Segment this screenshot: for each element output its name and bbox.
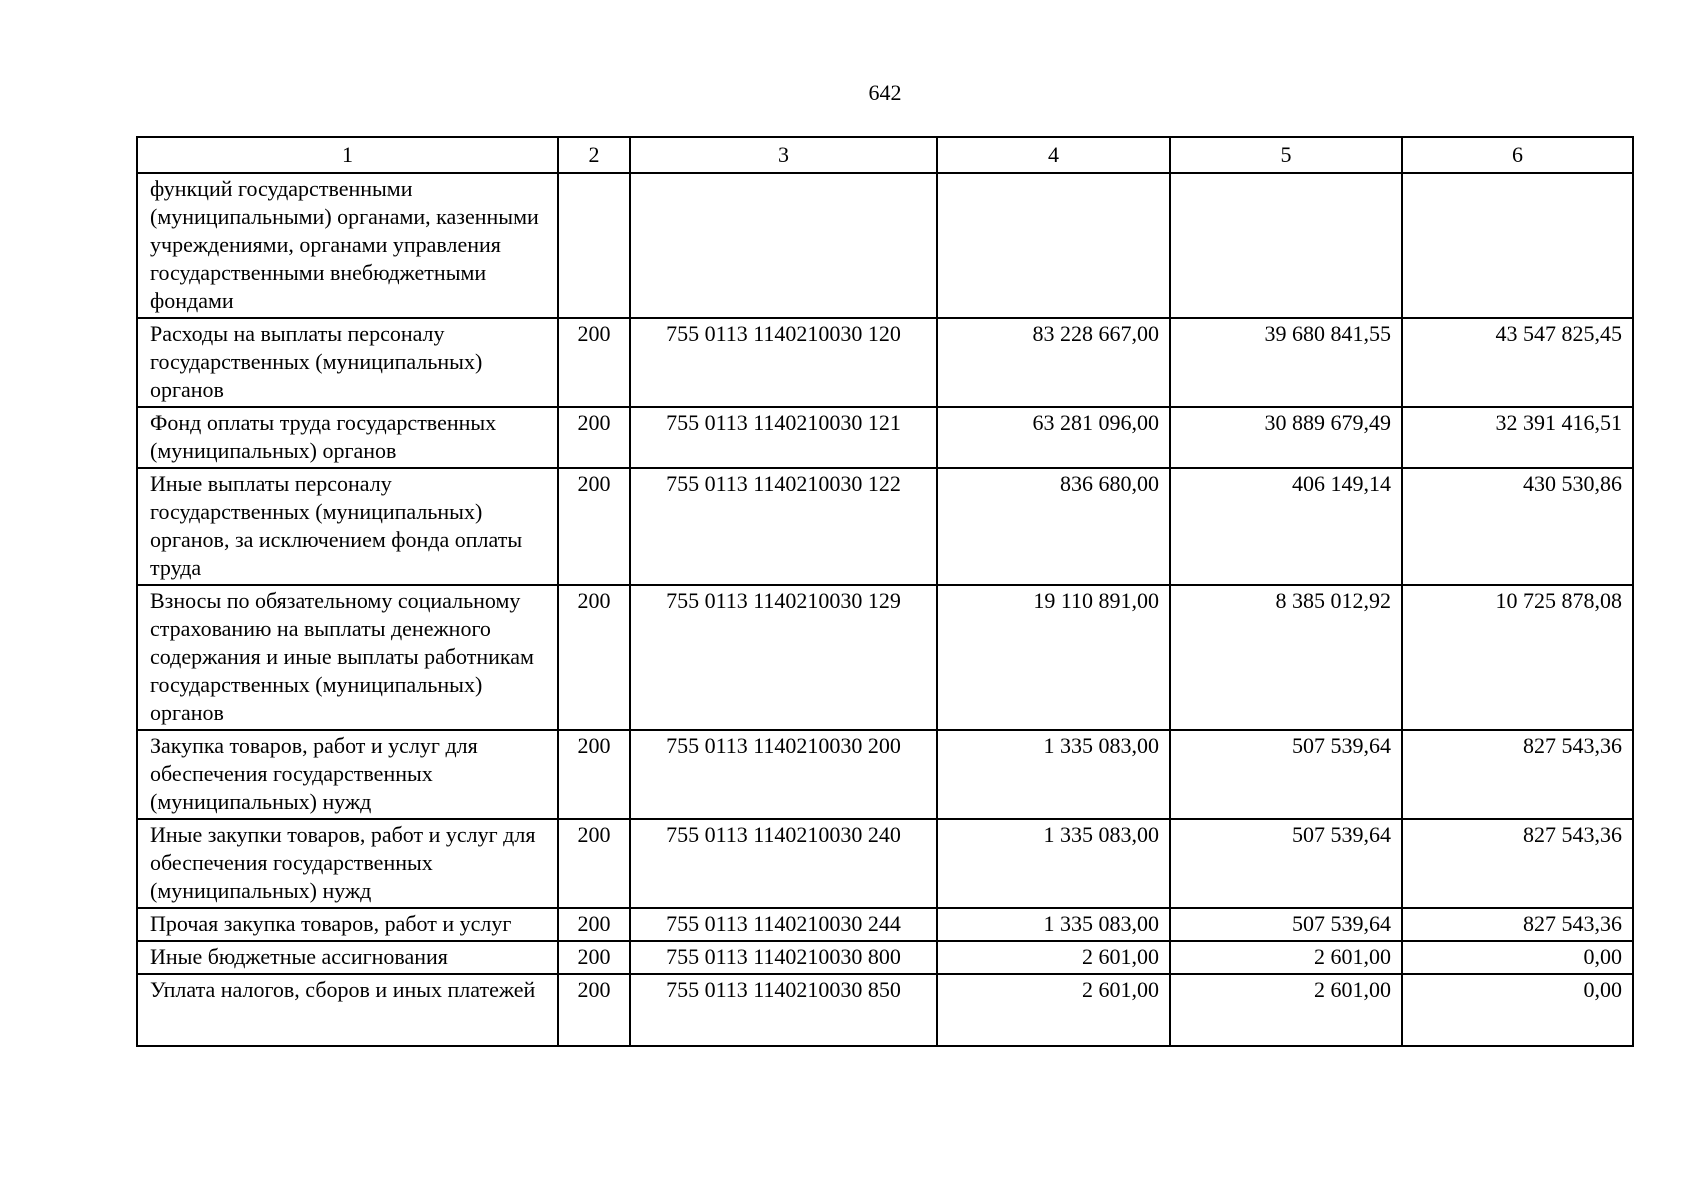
- row-name-cell: Уплата налогов, сборов и иных платежей: [137, 974, 558, 1046]
- row-code-cell: 200: [558, 730, 630, 819]
- row-budget-code-cell: 755 0113 1140210030 800: [630, 941, 937, 974]
- row-unexecuted-cell: 827 543,36: [1402, 730, 1633, 819]
- row-approved-cell: 83 228 667,00: [937, 318, 1170, 407]
- row-budget-code-cell: [630, 173, 937, 318]
- table-row: [137, 468, 1633, 585]
- row-approved-cell: [937, 173, 1170, 318]
- row-unexecuted-cell: [1402, 173, 1633, 318]
- row-name-cell: Фонд оплаты труда государственных (муниципальных) органов: [137, 407, 558, 468]
- table-row: [137, 173, 1633, 318]
- table-row: [137, 941, 1633, 974]
- row-budget-code-cell: 755 0113 1140210030 122: [630, 468, 937, 585]
- row-budget-code-cell: 755 0113 1140210030 120: [630, 318, 937, 407]
- column-header: 2: [558, 137, 630, 173]
- row-name-cell: Закупка товаров, работ и услуг для обеспечения государственных (муниципальных) нужд: [137, 730, 558, 819]
- row-approved-cell: 1 335 083,00: [937, 819, 1170, 908]
- row-name-cell: функций государственными (муниципальными) органами, казенными учреждениями, органами управления государственными внебюджетными фондами: [137, 173, 558, 318]
- row-code-cell: 200: [558, 974, 630, 1046]
- row-unexecuted-cell: 0,00: [1402, 974, 1633, 1046]
- table-header-row: [137, 137, 1633, 173]
- row-executed-cell: 507 539,64: [1170, 730, 1402, 819]
- column-header: 6: [1402, 137, 1633, 173]
- row-budget-code-cell: 755 0113 1140210030 240: [630, 819, 937, 908]
- row-name-cell: Иные бюджетные ассигнования: [137, 941, 558, 974]
- row-budget-code-cell: 755 0113 1140210030 244: [630, 908, 937, 941]
- column-header: 5: [1170, 137, 1402, 173]
- table-row: [137, 585, 1633, 730]
- row-approved-cell: 1 335 083,00: [937, 908, 1170, 941]
- row-code-cell: 200: [558, 318, 630, 407]
- row-unexecuted-cell: 827 543,36: [1402, 819, 1633, 908]
- row-executed-cell: 8 385 012,92: [1170, 585, 1402, 730]
- row-executed-cell: 2 601,00: [1170, 941, 1402, 974]
- row-code-cell: 200: [558, 468, 630, 585]
- row-approved-cell: 836 680,00: [937, 468, 1170, 585]
- table-row: [137, 974, 1633, 1046]
- row-executed-cell: 30 889 679,49: [1170, 407, 1402, 468]
- row-approved-cell: 63 281 096,00: [937, 407, 1170, 468]
- column-header: 1: [137, 137, 558, 173]
- row-name-cell: Иные выплаты персоналу государственных (муниципальных) органов, за исключением фонда оплаты труда: [137, 468, 558, 585]
- table-row: [137, 730, 1633, 819]
- row-executed-cell: [1170, 173, 1402, 318]
- column-header: 4: [937, 137, 1170, 173]
- row-name-cell: Иные закупки товаров, работ и услуг для обеспечения государственных (муниципальных) нужд: [137, 819, 558, 908]
- row-executed-cell: 507 539,64: [1170, 908, 1402, 941]
- row-approved-cell: 2 601,00: [937, 974, 1170, 1046]
- column-header: 3: [630, 137, 937, 173]
- row-executed-cell: 406 149,14: [1170, 468, 1402, 585]
- row-name-cell: Прочая закупка товаров, работ и услуг: [137, 908, 558, 941]
- row-approved-cell: 1 335 083,00: [937, 730, 1170, 819]
- row-executed-cell: 2 601,00: [1170, 974, 1402, 1046]
- row-unexecuted-cell: 430 530,86: [1402, 468, 1633, 585]
- row-code-cell: 200: [558, 407, 630, 468]
- row-name-cell: Расходы на выплаты персоналу государственных (муниципальных) органов: [137, 318, 558, 407]
- row-approved-cell: 2 601,00: [937, 941, 1170, 974]
- row-code-cell: 200: [558, 941, 630, 974]
- row-unexecuted-cell: 43 547 825,45: [1402, 318, 1633, 407]
- row-budget-code-cell: 755 0113 1140210030 121: [630, 407, 937, 468]
- row-code-cell: 200: [558, 908, 630, 941]
- row-code-cell: 200: [558, 819, 630, 908]
- table-row: [137, 318, 1633, 407]
- table-row: [137, 908, 1633, 941]
- row-code-cell: [558, 173, 630, 318]
- table-row: [137, 819, 1633, 908]
- row-executed-cell: 507 539,64: [1170, 819, 1402, 908]
- table-row: [137, 407, 1633, 468]
- row-executed-cell: 39 680 841,55: [1170, 318, 1402, 407]
- row-unexecuted-cell: 32 391 416,51: [1402, 407, 1633, 468]
- row-unexecuted-cell: 827 543,36: [1402, 908, 1633, 941]
- row-name-cell: Взносы по обязательному социальному страхованию на выплаты денежного содержания и иные выплаты работникам государственных (муниципальных) органов: [137, 585, 558, 730]
- row-budget-code-cell: 755 0113 1140210030 200: [630, 730, 937, 819]
- row-budget-code-cell: 755 0113 1140210030 850: [630, 974, 937, 1046]
- row-unexecuted-cell: 0,00: [1402, 941, 1633, 974]
- row-approved-cell: 19 110 891,00: [937, 585, 1170, 730]
- row-code-cell: 200: [558, 585, 630, 730]
- row-unexecuted-cell: 10 725 878,08: [1402, 585, 1633, 730]
- budget-table: [136, 136, 1634, 1047]
- row-budget-code-cell: 755 0113 1140210030 129: [630, 585, 937, 730]
- page-number: 642: [868, 80, 902, 105]
